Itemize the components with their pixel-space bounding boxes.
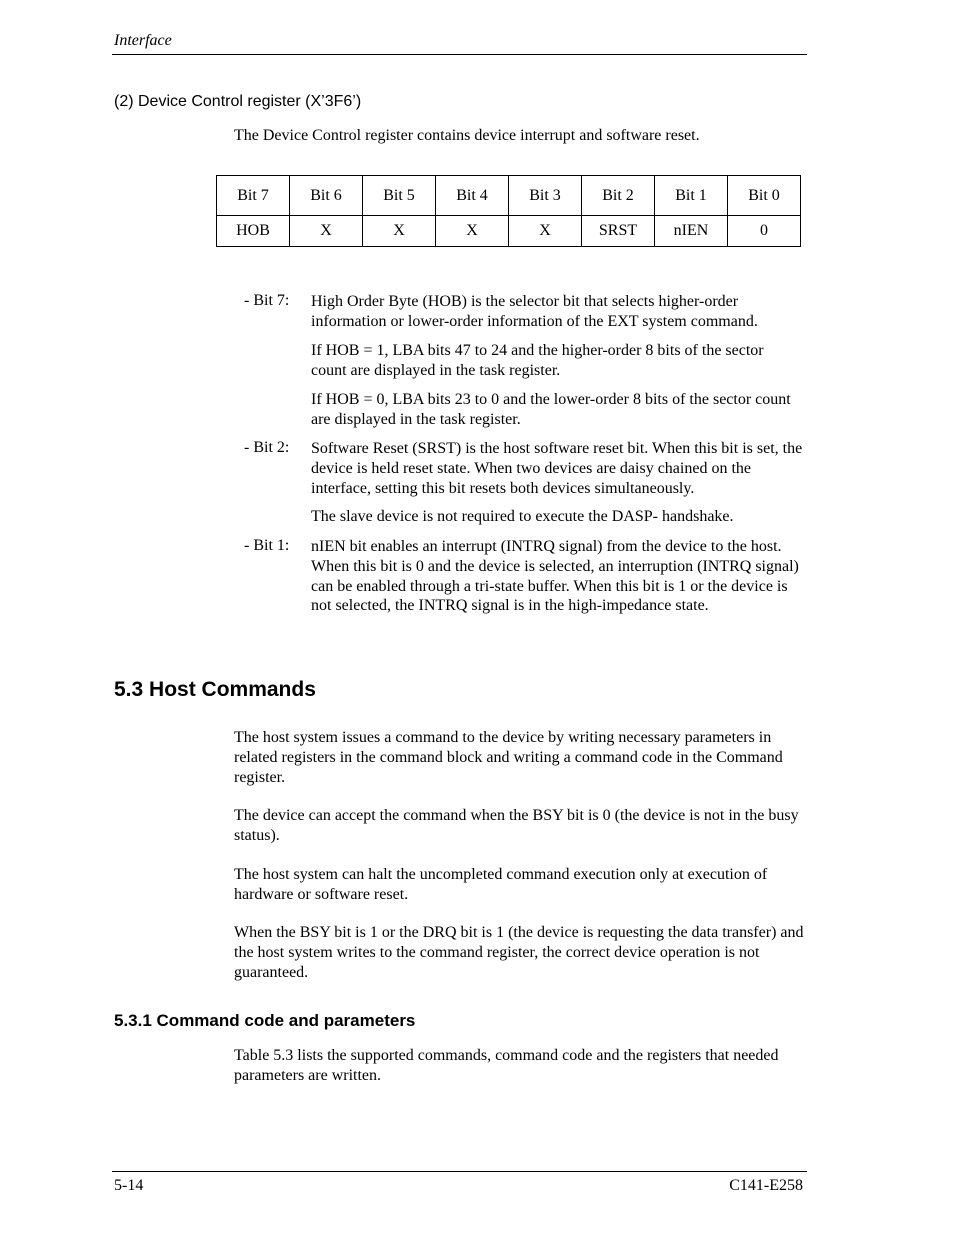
- bit-header-cell: Bit 2: [582, 176, 655, 216]
- bit-value-cell: X: [509, 216, 582, 247]
- bit-value-cell: HOB: [217, 216, 290, 247]
- register-intro-text: The Device Control register contains device interrupt and software reset.: [234, 127, 700, 144]
- bit-value-cell: nIEN: [655, 216, 728, 247]
- bit1-label: - Bit 1:: [244, 537, 290, 554]
- header-divider: [112, 54, 807, 55]
- subsubsection-heading: 5.3.1 Command code and parameters: [114, 1011, 416, 1030]
- bit-table-header-row: [217, 176, 801, 216]
- bit-value-cell: X: [290, 216, 363, 247]
- footer-document-id: C141-E258: [729, 1177, 803, 1194]
- bit2-description: Software Reset (SRST) is the host software reset bit. When this bit is set, the device is held reset state. When two devices are daisy chained on the interface, setting this bit resets both devices simultaneously.: [311, 440, 803, 497]
- footer-page-number: 5-14: [114, 1177, 144, 1194]
- bit1-description: nIEN bit enables an interrupt (INTRQ signal) from the device to the host. When this bit is 0 and the device is selected, an interruption (INTRQ signal) can be enabled through a tri-state buffer. When this bit is 1 or the device is not selected, the INTRQ signal is in the high-impedance state.: [311, 538, 799, 615]
- bit7-hob1-note: If HOB = 1, LBA bits 47 to 24 and the higher-order 8 bits of the sector count are displayed in the task register.: [311, 342, 764, 379]
- host-commands-paragraph: The device can accept the command when the BSY bit is 0 (the device is not in the busy status).: [234, 807, 799, 844]
- bit-header-cell: Bit 1: [655, 176, 728, 216]
- host-commands-paragraph: When the BSY bit is 1 or the DRQ bit is 1 (the device is requesting the data transfer) and the host system writes to the command register, the correct device operation is not guaranteed.: [234, 924, 804, 981]
- bit-value-cell: X: [363, 216, 436, 247]
- bit-header-cell: Bit 6: [290, 176, 363, 216]
- bit-header-cell: Bit 3: [509, 176, 582, 216]
- bit-value-cell: 0: [728, 216, 801, 247]
- subsection-heading: (2) Device Control register (X’3F6’): [114, 93, 362, 110]
- bit-header-cell: Bit 5: [363, 176, 436, 216]
- host-commands-paragraph: The host system issues a command to the device by writing necessary parameters in related registers in the command block and writing a command code in the Command register.: [234, 729, 783, 786]
- page-header-title: Interface: [114, 32, 172, 49]
- device-control-bit-table: [216, 175, 801, 247]
- bit-value-cell: X: [436, 216, 509, 247]
- footer-divider: [112, 1171, 807, 1172]
- bit-table-value-row: [217, 216, 801, 247]
- bit2-label: - Bit 2:: [244, 439, 290, 456]
- host-commands-paragraph: The host system can halt the uncompleted command execution only at execution of hardware or software reset.: [234, 866, 768, 903]
- section-heading: 5.3 Host Commands: [114, 678, 316, 701]
- bit7-description: High Order Byte (HOB) is the selector bit that selects higher-order information or lower-order information of the EXT system command.: [311, 293, 758, 330]
- bit-header-cell: Bit 0: [728, 176, 801, 216]
- bit-value-cell: SRST: [582, 216, 655, 247]
- bit7-hob0-note: If HOB = 0, LBA bits 23 to 0 and the lower-order 8 bits of the sector count are displayed in the task register.: [311, 391, 791, 428]
- bit-header-cell: Bit 7: [217, 176, 290, 216]
- bit7-label: - Bit 7:: [244, 292, 290, 309]
- command-code-paragraph: Table 5.3 lists the supported commands, command code and the registers that needed parameters are written.: [234, 1047, 779, 1084]
- bit-header-cell: Bit 4: [436, 176, 509, 216]
- bit2-slave-note: The slave device is not required to execute the DASP- handshake.: [311, 508, 734, 525]
